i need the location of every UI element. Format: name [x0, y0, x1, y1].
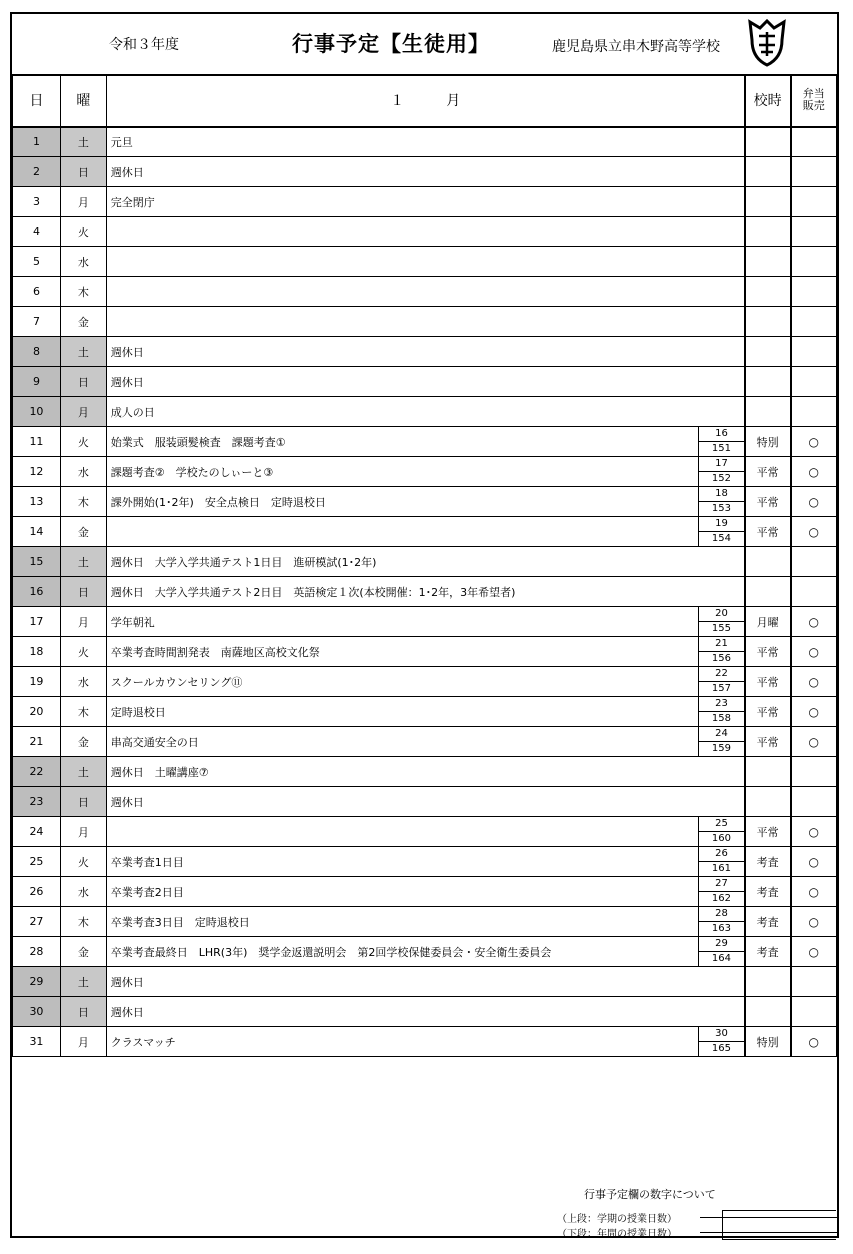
year-lesson-count: 151 — [711, 443, 732, 454]
schedule-row — [13, 967, 837, 997]
weekday-cell: 土 — [60, 967, 106, 997]
day-cell: 28 — [13, 937, 61, 967]
lesson-count-cell — [699, 727, 745, 757]
col-weekday: 曜 — [60, 75, 106, 127]
event-cell — [106, 277, 744, 307]
schedule-row — [13, 487, 837, 517]
event-cell: クラスマッチ — [106, 1027, 699, 1057]
schedule-row — [13, 277, 837, 307]
event-cell: 始業式 服装頭髪検査 課題考査① — [106, 427, 699, 457]
schedule-row — [13, 397, 837, 427]
event-cell: 元旦 — [106, 127, 744, 157]
period-cell — [745, 187, 791, 217]
period-cell — [745, 997, 791, 1027]
lesson-count-cell — [699, 427, 745, 457]
bento-cell — [791, 157, 837, 187]
bento-cell: ○ — [791, 487, 837, 517]
weekday-cell: 火 — [60, 847, 106, 877]
weekday-cell: 金 — [60, 307, 106, 337]
event-cell — [106, 247, 744, 277]
term-lesson-count: 17 — [699, 457, 743, 472]
period-cell — [745, 757, 791, 787]
period-cell: 平常 — [745, 727, 791, 757]
period-cell — [745, 217, 791, 247]
day-cell: 23 — [13, 787, 61, 817]
schedule-row — [13, 607, 837, 637]
page-header — [12, 14, 837, 76]
weekday-cell: 金 — [60, 727, 106, 757]
term-lesson-count: 30 — [699, 1027, 743, 1042]
period-cell: 平常 — [745, 667, 791, 697]
year-lesson-count: 155 — [711, 623, 732, 634]
lesson-count-cell — [699, 847, 745, 877]
period-cell — [745, 787, 791, 817]
bento-cell: ○ — [791, 667, 837, 697]
weekday-cell: 水 — [60, 667, 106, 697]
weekday-cell: 金 — [60, 517, 106, 547]
bento-cell — [791, 967, 837, 997]
bento-cell — [791, 997, 837, 1027]
period-cell — [745, 547, 791, 577]
day-cell: 10 — [13, 397, 61, 427]
schedule-row — [13, 667, 837, 697]
period-cell — [745, 397, 791, 427]
day-cell: 13 — [13, 487, 61, 517]
schedule-row — [13, 427, 837, 457]
event-cell — [106, 307, 744, 337]
period-cell — [745, 157, 791, 187]
year-lesson-count: 156 — [711, 653, 732, 664]
period-cell: 平常 — [745, 637, 791, 667]
day-cell: 27 — [13, 907, 61, 937]
day-cell: 9 — [13, 367, 61, 397]
lesson-count-cell — [699, 457, 745, 487]
weekday-cell: 火 — [60, 427, 106, 457]
term-lesson-count: 29 — [699, 937, 743, 952]
event-cell: 週休日 — [106, 967, 744, 997]
event-cell: 卒業考査時間割発表 南薩地区高校文化祭 — [106, 637, 699, 667]
period-cell: 特別 — [745, 1027, 791, 1057]
weekday-cell: 月 — [60, 1027, 106, 1057]
event-cell — [106, 217, 744, 247]
event-cell: 週休日 — [106, 337, 744, 367]
weekday-cell: 水 — [60, 877, 106, 907]
day-cell: 19 — [13, 667, 61, 697]
day-cell: 14 — [13, 517, 61, 547]
event-cell: 週休日 大学入学共通テスト1日目 進研模試(1･2年) — [106, 547, 744, 577]
col-bento-line2: 販売 — [802, 98, 825, 112]
lesson-count-cell — [699, 517, 745, 547]
event-cell: 卒業考査最終日 LHR(3年) 奨学金返還説明会 第2回学校保健委員会・安全衛生委員会 — [106, 937, 699, 967]
term-lesson-count: 22 — [699, 667, 743, 682]
page-title: 行事予定【生徒用】 — [292, 32, 490, 56]
day-cell: 18 — [13, 637, 61, 667]
period-cell: 特別 — [745, 427, 791, 457]
event-cell — [106, 517, 699, 547]
bento-cell — [791, 337, 837, 367]
weekday-cell: 木 — [60, 277, 106, 307]
period-cell — [745, 967, 791, 997]
day-cell: 3 — [13, 187, 61, 217]
period-cell: 平常 — [745, 517, 791, 547]
event-cell: 課外開始(1･2年) 安全点検日 定時退校日 — [106, 487, 699, 517]
event-cell: 完全閉庁 — [106, 187, 744, 217]
day-cell: 4 — [13, 217, 61, 247]
weekday-cell: 日 — [60, 367, 106, 397]
bento-cell: ○ — [791, 457, 837, 487]
schedule-row — [13, 187, 837, 217]
lesson-count-cell — [699, 817, 745, 847]
weekday-cell: 火 — [60, 217, 106, 247]
period-cell: 平常 — [745, 697, 791, 727]
bento-cell — [791, 247, 837, 277]
lesson-count-cell — [699, 667, 745, 697]
era-label: 令和３年度 — [109, 37, 179, 53]
bento-cell — [791, 367, 837, 397]
day-cell: 1 — [13, 127, 61, 157]
event-cell: 週休日 土曜講座⑦ — [106, 757, 744, 787]
day-cell: 11 — [13, 427, 61, 457]
term-lesson-count: 24 — [699, 727, 743, 742]
weekday-cell: 土 — [60, 547, 106, 577]
col-bento — [791, 75, 837, 127]
term-lesson-count: 27 — [699, 877, 743, 892]
weekday-cell: 月 — [60, 187, 106, 217]
column-header-row — [13, 75, 837, 127]
event-cell: 週休日 — [106, 787, 744, 817]
period-cell — [745, 367, 791, 397]
bento-cell: ○ — [791, 637, 837, 667]
bento-cell: ○ — [791, 607, 837, 637]
legend-upper: （上段：学期の授業日数） — [557, 1214, 677, 1225]
bento-cell — [791, 187, 837, 217]
day-cell: 22 — [13, 757, 61, 787]
day-cell: 30 — [13, 997, 61, 1027]
event-cell: 卒業考査2日目 — [106, 877, 699, 907]
legend-box — [722, 1210, 836, 1240]
legend-lower: （下段：年間の授業日数） — [557, 1229, 677, 1240]
term-lesson-count: 25 — [699, 817, 743, 832]
day-cell: 20 — [13, 697, 61, 727]
period-cell: 考査 — [745, 877, 791, 907]
day-cell: 16 — [13, 577, 61, 607]
weekday-cell: 月 — [60, 607, 106, 637]
lesson-count-cell — [699, 1027, 745, 1057]
weekday-cell: 火 — [60, 637, 106, 667]
event-cell: 定時退校日 — [106, 697, 699, 727]
bento-cell: ○ — [791, 427, 837, 457]
bento-cell — [791, 397, 837, 427]
school-crest-icon — [744, 18, 790, 68]
weekday-cell: 木 — [60, 487, 106, 517]
period-cell — [745, 577, 791, 607]
term-lesson-count: 26 — [699, 847, 743, 862]
bento-cell: ○ — [791, 697, 837, 727]
bento-cell: ○ — [791, 937, 837, 967]
col-bento-line1: 弁当 — [802, 86, 825, 100]
weekday-cell: 日 — [60, 577, 106, 607]
day-cell: 15 — [13, 547, 61, 577]
year-lesson-count: 160 — [711, 833, 732, 844]
schedule-row — [13, 847, 837, 877]
schedule-row — [13, 217, 837, 247]
weekday-cell: 土 — [60, 757, 106, 787]
event-cell: 週休日 — [106, 367, 744, 397]
schedule-row — [13, 997, 837, 1027]
col-month: １ 月 — [106, 75, 744, 127]
day-cell: 24 — [13, 817, 61, 847]
bento-cell: ○ — [791, 517, 837, 547]
term-lesson-count: 20 — [699, 607, 743, 622]
event-cell: 学年朝礼 — [106, 607, 699, 637]
year-lesson-count: 157 — [711, 683, 732, 694]
schedule-row — [13, 1027, 837, 1057]
period-cell: 考査 — [745, 907, 791, 937]
term-lesson-count: 18 — [699, 487, 743, 502]
bento-cell: ○ — [791, 1027, 837, 1057]
period-cell — [745, 127, 791, 157]
lesson-count-cell — [699, 697, 745, 727]
event-cell: 週休日 — [106, 157, 744, 187]
term-lesson-count: 23 — [699, 697, 743, 712]
lesson-count-cell — [699, 937, 745, 967]
event-cell: 課題考査② 学校たのしぃーと③ — [106, 457, 699, 487]
day-cell: 29 — [13, 967, 61, 997]
event-cell: 卒業考査3日目 定時退校日 — [106, 907, 699, 937]
day-cell: 25 — [13, 847, 61, 877]
schedule-row — [13, 337, 837, 367]
period-cell: 月曜 — [745, 607, 791, 637]
event-cell: スクールカウンセリング⑪ — [106, 667, 699, 697]
day-cell: 7 — [13, 307, 61, 337]
bento-cell — [791, 307, 837, 337]
schedule-table — [12, 74, 837, 1057]
schedule-row — [13, 367, 837, 397]
schedule-row — [13, 817, 837, 847]
event-cell: 卒業考査1日目 — [106, 847, 699, 877]
schedule-row — [13, 127, 837, 157]
bento-cell — [791, 127, 837, 157]
schedule-row — [13, 637, 837, 667]
year-lesson-count: 158 — [711, 713, 732, 724]
day-cell: 12 — [13, 457, 61, 487]
year-lesson-count: 159 — [711, 743, 732, 754]
schedule-row — [13, 937, 837, 967]
schedule-frame — [10, 12, 839, 1238]
bento-cell: ○ — [791, 847, 837, 877]
weekday-cell: 日 — [60, 787, 106, 817]
lesson-count-cell — [699, 487, 745, 517]
event-cell: 週休日 大学入学共通テスト2日目 英語検定１次(本校開催：1･2年，3年希望者) — [106, 577, 744, 607]
day-cell: 26 — [13, 877, 61, 907]
schedule-row — [13, 577, 837, 607]
event-cell: 串高交通安全の日 — [106, 727, 699, 757]
term-lesson-count: 16 — [699, 427, 743, 442]
year-lesson-count: 164 — [711, 953, 732, 964]
schedule-row — [13, 247, 837, 277]
period-cell — [745, 247, 791, 277]
year-lesson-count: 165 — [711, 1043, 732, 1054]
period-cell: 平常 — [745, 457, 791, 487]
lesson-count-cell — [699, 637, 745, 667]
weekday-cell: 木 — [60, 697, 106, 727]
schedule-row — [13, 517, 837, 547]
bento-cell — [791, 217, 837, 247]
period-cell: 平常 — [745, 817, 791, 847]
weekday-cell: 土 — [60, 127, 106, 157]
day-cell: 8 — [13, 337, 61, 367]
weekday-cell: 水 — [60, 247, 106, 277]
bento-cell: ○ — [791, 727, 837, 757]
day-cell: 31 — [13, 1027, 61, 1057]
legend-caption: 行事予定欄の数字について — [584, 1188, 716, 1201]
weekday-cell: 月 — [60, 397, 106, 427]
weekday-cell: 水 — [60, 457, 106, 487]
schedule-row — [13, 457, 837, 487]
day-cell: 5 — [13, 247, 61, 277]
year-lesson-count: 161 — [711, 863, 732, 874]
lesson-count-cell — [699, 877, 745, 907]
year-lesson-count: 162 — [711, 893, 732, 904]
period-cell — [745, 337, 791, 367]
period-cell — [745, 307, 791, 337]
schedule-row — [13, 907, 837, 937]
lesson-count-cell — [699, 607, 745, 637]
event-cell: 成人の日 — [106, 397, 744, 427]
day-cell: 6 — [13, 277, 61, 307]
weekday-cell: 土 — [60, 337, 106, 367]
bento-cell: ○ — [791, 877, 837, 907]
bento-cell — [791, 277, 837, 307]
bento-cell: ○ — [791, 907, 837, 937]
term-lesson-count: 28 — [699, 907, 743, 922]
col-day: 日 — [13, 75, 61, 127]
weekday-cell: 日 — [60, 157, 106, 187]
event-cell — [106, 817, 699, 847]
day-cell: 21 — [13, 727, 61, 757]
school-name: 鹿児島県立串木野高等学校 — [552, 39, 720, 55]
schedule-row — [13, 307, 837, 337]
period-cell — [745, 277, 791, 307]
weekday-cell: 木 — [60, 907, 106, 937]
period-cell: 平常 — [745, 487, 791, 517]
term-lesson-count: 21 — [699, 637, 743, 652]
year-lesson-count: 152 — [711, 473, 732, 484]
year-lesson-count: 154 — [711, 533, 732, 544]
schedule-row — [13, 787, 837, 817]
bento-cell — [791, 577, 837, 607]
year-lesson-count: 153 — [711, 503, 732, 514]
count-legend — [12, 1086, 837, 1240]
weekday-cell: 日 — [60, 997, 106, 1027]
day-cell: 2 — [13, 157, 61, 187]
lesson-count-cell — [699, 907, 745, 937]
weekday-cell: 月 — [60, 817, 106, 847]
day-cell: 17 — [13, 607, 61, 637]
col-period: 校時 — [745, 75, 791, 127]
schedule-row — [13, 697, 837, 727]
schedule-row — [13, 877, 837, 907]
event-cell: 週休日 — [106, 997, 744, 1027]
bento-cell — [791, 787, 837, 817]
term-lesson-count: 19 — [699, 517, 743, 532]
bento-cell — [791, 757, 837, 787]
schedule-row — [13, 547, 837, 577]
bento-cell — [791, 547, 837, 577]
schedule-row — [13, 757, 837, 787]
weekday-cell: 金 — [60, 937, 106, 967]
period-cell: 考査 — [745, 847, 791, 877]
bento-cell: ○ — [791, 817, 837, 847]
schedule-row — [13, 157, 837, 187]
period-cell: 考査 — [745, 937, 791, 967]
schedule-row — [13, 727, 837, 757]
year-lesson-count: 163 — [711, 923, 732, 934]
